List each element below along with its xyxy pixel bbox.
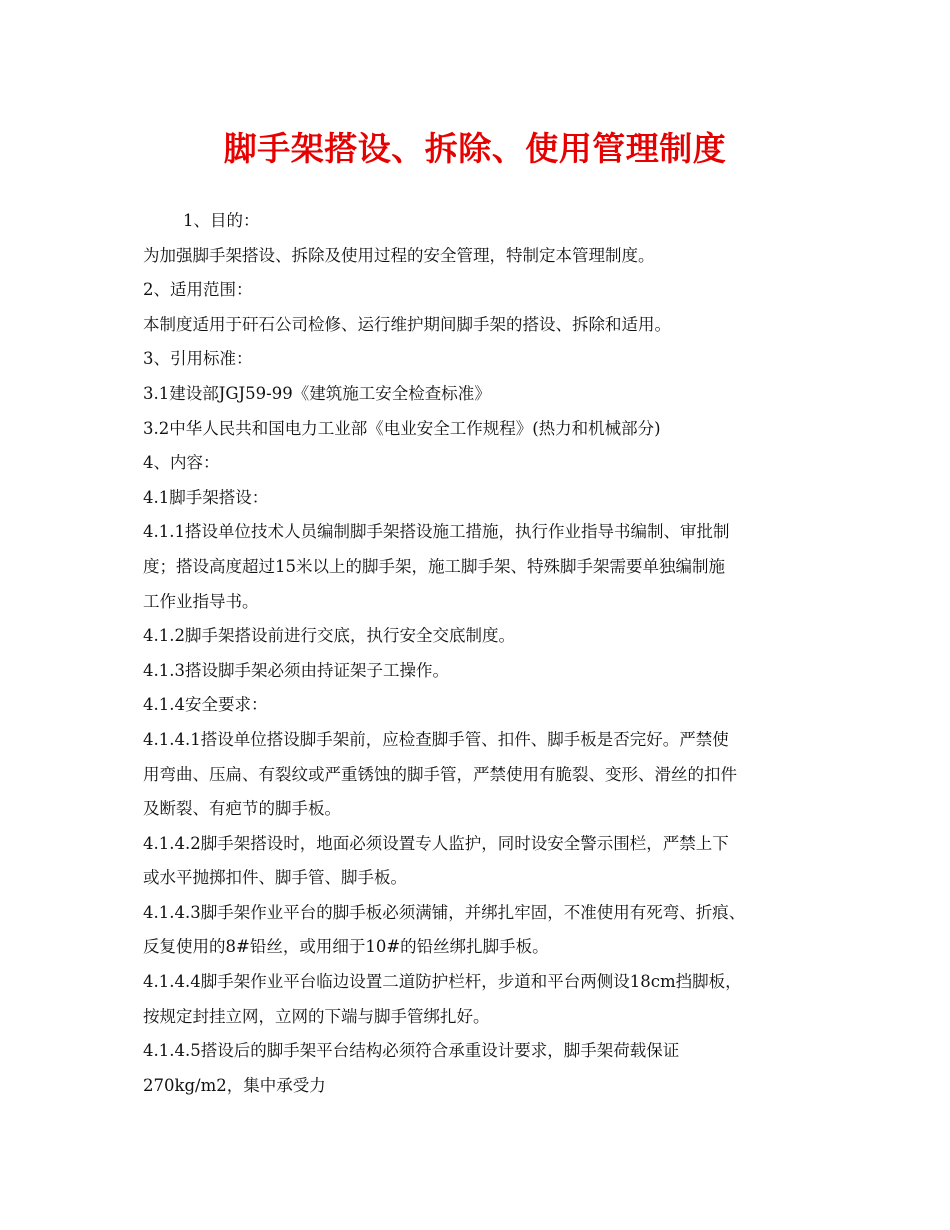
document-body bbox=[143, 204, 811, 1103]
paragraph-line: 为加强脚手架搭设、拆除及使用过程的安全管理，特制定本管理制度。 bbox=[143, 245, 655, 265]
subsection-heading: 4.1脚手架搭设： bbox=[143, 487, 269, 507]
paragraph-line: 4.1.4.1搭设单位搭设脚手架前，应检查脚手管、扣件、脚手板是否完好。严禁使 bbox=[143, 729, 729, 749]
subsection-heading: 4.1.4安全要求： bbox=[143, 695, 268, 715]
paragraph-line: 工作业指导书。 bbox=[143, 591, 259, 611]
section-heading-content: 4、内容： bbox=[143, 453, 220, 473]
paragraph-line: 反复使用的8#铅丝，或用细于10#的铅丝绑扎脚手板。 bbox=[143, 937, 549, 957]
paragraph-line: 4.1.3搭设脚手架必须由持证架子工操作。 bbox=[143, 660, 449, 680]
document-title: 脚手架搭设、拆除、使用管理制度 bbox=[223, 129, 727, 168]
paragraph-line: 4.1.4.5搭设后的脚手架平台结构必须符合承重设计要求，脚手架荷载保证 bbox=[143, 1041, 680, 1061]
paragraph-line: 4.1.2脚手架搭设前进行交底，执行安全交底制度。 bbox=[143, 626, 515, 646]
paragraph-line: 270kg/m2，集中承受力 bbox=[143, 1075, 326, 1095]
paragraph-line: 3.2中华人民共和国电力工业部《电业安全工作规程》(热力和机械部分) bbox=[143, 418, 661, 438]
paragraph-line: 3.1建设部JGJ59-99《建筑施工安全检查标准》 bbox=[143, 383, 491, 403]
section-heading-references: 3、引用标准： bbox=[143, 349, 253, 369]
paragraph-line: 及断裂、有疤节的脚手板。 bbox=[143, 799, 341, 819]
paragraph-line: 4.1.4.4脚手架作业平台临边设置二道防护栏杆，步道和平台两侧设18cm挡脚板， bbox=[143, 972, 742, 992]
paragraph-line: 用弯曲、压扁、有裂纹或严重锈蚀的脚手管，严禁使用有脆裂、变形、滑丝的扣件 bbox=[143, 764, 737, 784]
paragraph-line: 4.1.4.2脚手架搭设时，地面必须设置专人监护，同时设安全警示围栏，严禁上下 bbox=[143, 833, 729, 853]
paragraph-line: 度；搭设高度超过15米以上的脚手架，施工脚手架、特殊脚手架需要单独编制施 bbox=[143, 556, 725, 576]
paragraph-line: 4.1.1搭设单位技术人员编制脚手架搭设施工措施，执行作业指导书编制、审批制 bbox=[143, 522, 730, 542]
paragraph-line: 或水平抛掷扣件、脚手管、脚手板。 bbox=[143, 868, 407, 888]
paragraph-line: 本制度适用于矸石公司检修、运行维护期间脚手架的搭设、拆除和适用。 bbox=[143, 314, 671, 334]
section-heading-scope: 2、适用范围： bbox=[143, 280, 253, 300]
paragraph-line: 按规定封挂立网，立网的下端与脚手管绑扎好。 bbox=[143, 1006, 490, 1026]
paragraph-line: 4.1.4.3脚手架作业平台的脚手板必须满铺，并绑扎牢固，不准使用有死弯、折痕、 bbox=[143, 902, 746, 922]
section-heading-purpose: 1、目的： bbox=[183, 211, 260, 230]
